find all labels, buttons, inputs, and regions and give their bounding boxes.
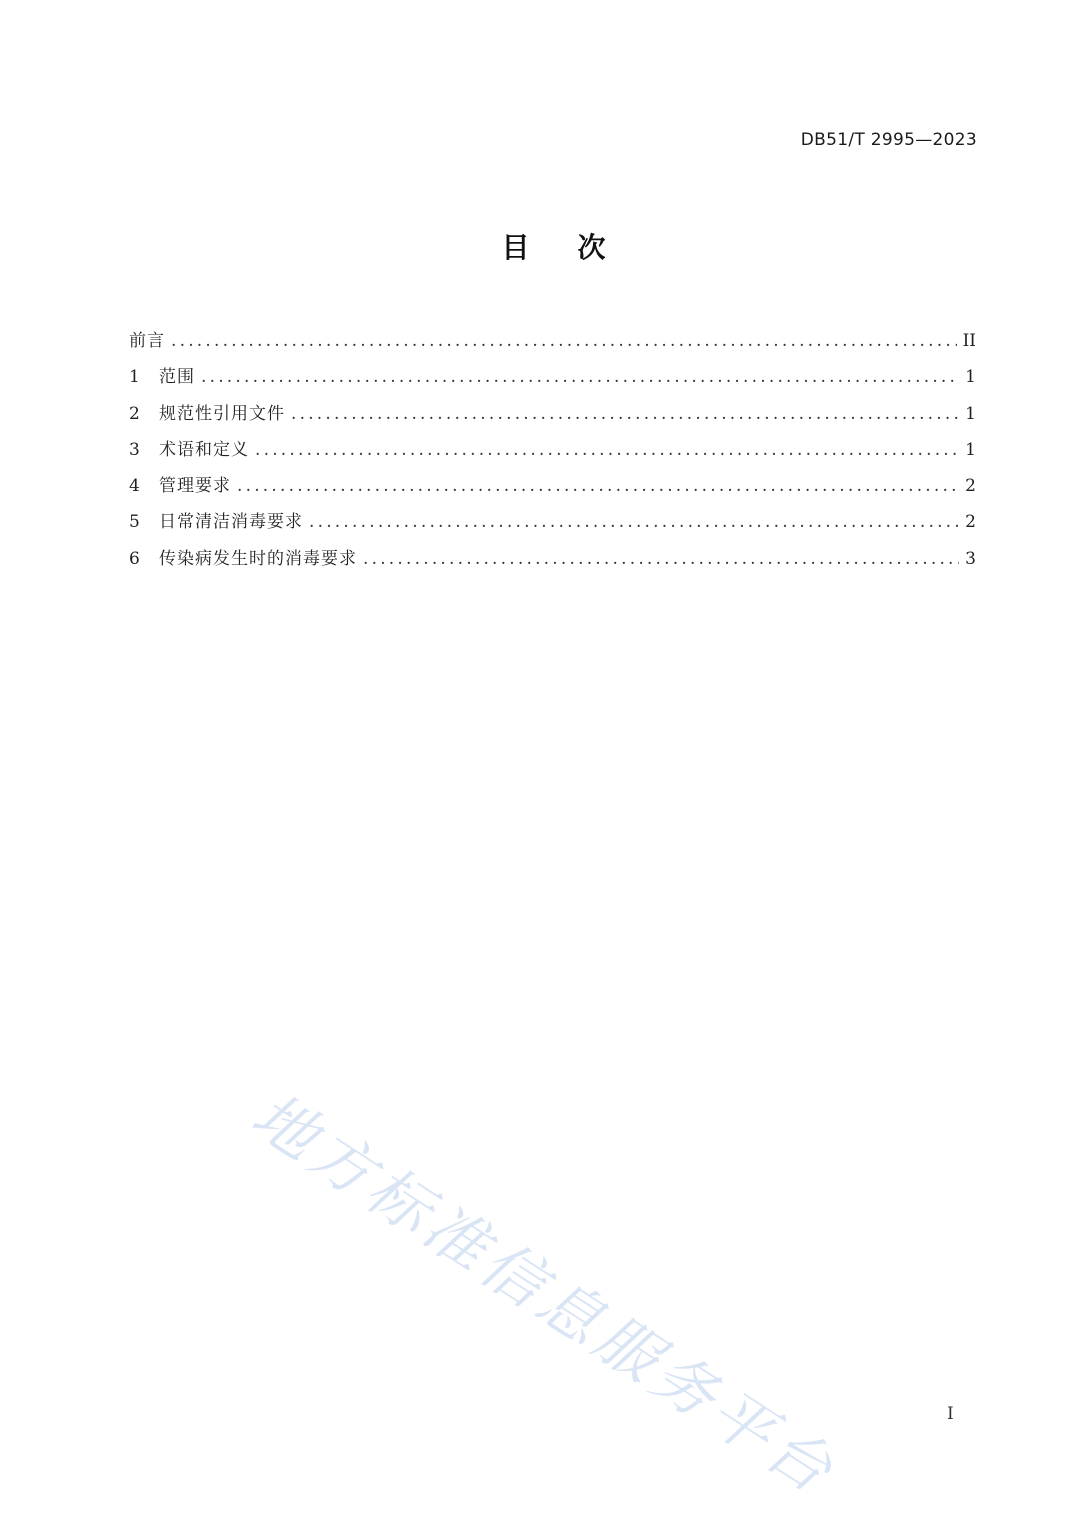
toc-entry-number: 5	[129, 512, 140, 533]
toc-entry-label: 传染病发生时的消毒要求	[159, 548, 357, 569]
toc-entry-label: 规范性引用文件	[159, 403, 285, 424]
toc-leader-dots	[291, 397, 959, 431]
toc-entry-number: 3	[129, 439, 140, 460]
toc-entry-foreword[interactable]	[129, 324, 976, 360]
toc-entry-normative-references[interactable]	[129, 397, 976, 433]
toc-entry-number: 2	[129, 403, 140, 424]
toc-entry-management-requirements[interactable]	[129, 469, 976, 505]
toc-entry-number: 4	[129, 476, 140, 497]
toc-leader-dots	[255, 433, 959, 467]
toc-leader-dots	[309, 505, 959, 539]
toc-entry-number: 1	[129, 367, 140, 388]
toc-entry-daily-cleaning[interactable]	[129, 505, 976, 541]
toc-entry-page: 1	[965, 367, 976, 388]
toc-entry-page: 2	[965, 512, 976, 533]
toc-entry-terms-definitions[interactable]	[129, 433, 976, 469]
toc-entry-page: 2	[965, 476, 976, 497]
toc-entry-label: 前言	[129, 331, 165, 351]
table-of-contents	[129, 324, 976, 578]
toc-leader-dots	[201, 360, 959, 394]
toc-entry-page: 3	[965, 548, 976, 569]
toc-entry-label: 范围	[159, 367, 195, 388]
toc-entry-page: II	[962, 331, 976, 351]
toc-entry-label: 术语和定义	[159, 439, 249, 460]
watermark: 地方标准信息服务平台	[239, 1078, 850, 1510]
toc-title-char-1: 目	[501, 231, 530, 264]
toc-entry-label: 日常清洁消毒要求	[159, 512, 303, 533]
toc-entry-page: 1	[965, 439, 976, 460]
toc-entry-label: 管理要求	[159, 476, 231, 497]
toc-leader-dots	[171, 324, 957, 358]
toc-leader-dots	[363, 542, 959, 576]
toc-title	[0, 226, 1080, 266]
toc-entry-scope[interactable]	[129, 360, 976, 396]
toc-entry-page: 1	[965, 403, 976, 424]
toc-title-char-2: 次	[577, 231, 606, 264]
document-code: DB51/T 2995—2023	[800, 130, 977, 150]
toc-entry-epidemic-disinfection[interactable]	[129, 542, 976, 578]
toc-leader-dots	[237, 469, 959, 503]
page-number: I	[947, 1404, 954, 1424]
toc-entry-number: 6	[129, 548, 140, 569]
